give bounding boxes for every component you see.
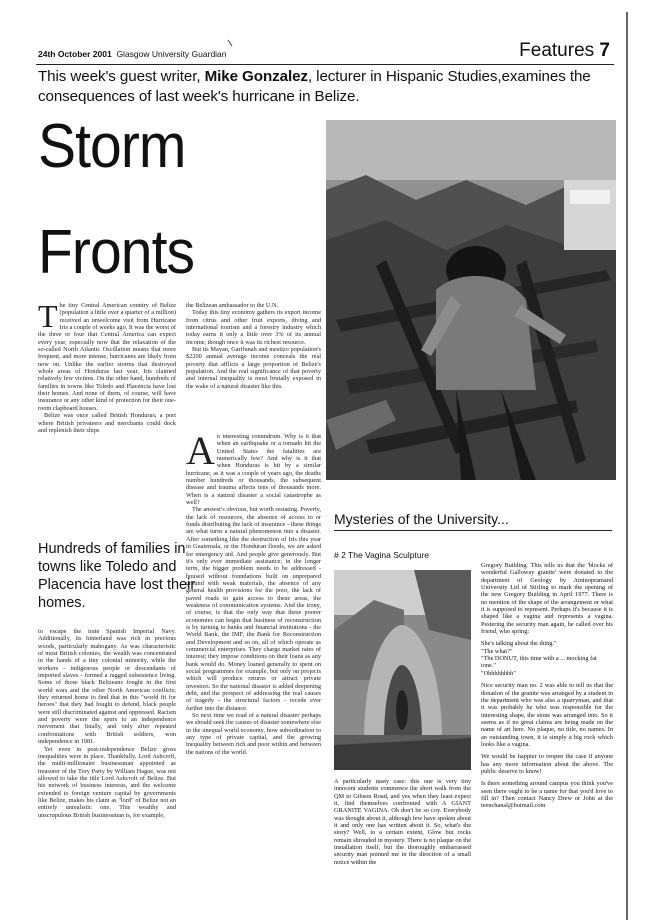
paper-name: Glasgow University Guardian [116,49,227,59]
hurricane-photo [326,120,616,480]
standfirst [38,67,612,107]
mysteries-paragraph-4: We would be happier to reopen the case if anyone has any more information about the above. The public deserve to know! [481,753,613,775]
sculpture-photo-image [334,570,471,770]
section-label [519,40,610,62]
col2-paragraph-2: Today this tiny economy gathers its export income from citrus and other fruit exports, diving and international tourism and a forestry industry which today earns it only a little over 3% of its annual income, though once it was its richest resource. [186,309,321,346]
col3-paragraph-2: The answer's obvious, but worth restating. Poverty, the lack of resources, the absence of access to or funds distributing the lack of insurance - these things are what turns a natural phenomenon into a disaster. After something like the destruction of Iris this year in Guatemala, or the Honduran floods, we are asked for emergency aid. And people give generously. But it's only ever immediate assistance; in the longer term, the bigger problem needs to be addressed - housed without foundations built on unprepared ground with weak materials, the absence of any general health provisions for the poor, the lack of paved roads to gain access to these areas, the weakness of communication systems. And the irony, of course, is that the only way that these poorer economies can begin that business of reconstruction is by turning to banks and financial institutions - the World Bank, the IMF, the Bank for Reconstruction and Development and so on, all of which operate as commercial enterprises. They charge market rates of interest; they impose conditions on their loans as any bank would do. Money loaned generally to spent on social programmes for example, but only on projects which will produce returns or attract private investors. So the national disaster is added deepening debt, and the prospect of addressing the real causes of tragedy - the structural factors - recede ever further into the distance. [186,506,321,712]
article-column-2-top [186,302,321,390]
mysteries-rule [334,530,612,531]
headline-line-2: Fronts [38,218,195,287]
mysteries-column [481,562,613,815]
mysteries-paragraph-2: She's talking about the thing." "The what?" "The DONUT, this time with a ... mocking fat tone." "Ohhhhhhhh" [481,640,597,677]
header-rule [36,64,614,65]
hurricane-photo-image [326,120,616,480]
col3-paragraph-3: So next time we read of a natural disaster perhaps we should seek the causes of disaster somewhere else in the unequal world economy, how subordination to any type of private capital, and the growing inequality between rich and poor within and between the nations of the world. [186,712,321,756]
article-column-2-bottom [186,433,321,890]
issue-date: 24th October 2001 [38,49,112,59]
author-name: Mike Gonzalez [204,68,308,85]
section-name: Features [519,40,595,61]
col1-paragraph-4: Yet even in post-independence Belize gross inequalities were in place. Thankfully, Lord Ashcroft, the multi-millionaire businessman appointed as treasurer of the Tory Party by William Hague, was not allowed to take the title Lord Ashcroft of Belize. But his network of business interests, and the welcome extended to foreign venture capital by governments like Belize, makes his claim as "lord" of Belize not an entirely unrealistic one. This wealthy and unscrupulous British businessman is, for example, [38,745,176,819]
mysteries-paragraph-1: Gregory Building. This tells us that the 'blocks of wonderful Galloway granite' were donated to the department of Geology by Aminopramand University Ltd of Stirling to mark the opening of the new Gregory Building in April 1977. There is no mention of the shape of the arrangement or what it is supposed to represent. Perhaps it's because it is shaped like a vagina and represents a vagina. Pestering the security man again, he called over his friend, who spring: [481,562,613,636]
article-column-1-top [38,298,176,434]
header-date-paper [38,49,227,59]
mysteries-paragraph-3: Nice security man no. 2 was able to tell us that the donation of the granite was arranged by a student in the department who was also a quarryman, and that it was probably he who was responsible for the interesting shape, the stone was arranged into. So it seems as if no great claims are being made on the name of art here. No plaque, no title, no names. In an outstanding town, it is simply a big rock which looks like a vagina. [481,682,613,748]
article-column-1-bottom [38,628,176,890]
standfirst-suffix: , lecturer in Hispanic Studies,examines the consequences of last week's hurricane in Belize. [38,68,591,105]
col1-paragraph-3: to escape the irate Spanish Imperial Navy. Additionally, its hinterland was rich in precious woods, particularly mahogany. As was characteristic of most British colonies, the wealth was concentrated in the hands of a tiny colonial minority, while the workers - indigenous people or descendants of imported slaves - formed a ragged subsistence living. Some of those black Belizeans fought in the first world wars and the other North American conflicts; they returned home to find that in this "world fit for heroes" that they had fought to defend, black people were still discriminated against and oppressed. Racism and poverty were the spurs to an independence movement that finally, and only after repeated confrontations with British soldiers, won independence in 1981. [38,628,176,746]
dropcap-t: T [38,298,58,334]
mysteries-subtitle: # 2 The Vagina Sculpture [334,550,430,560]
sculpture-caption: A particularly nasty case: this one is very tiny innocent students commence the short walk from the QM to Gibson Road, and yes when they least expect it, find themselves confronted with A GIANT GRANITE VAGINA. Oh don't be so coy. Everybody was thought about it, although few have spoken about it and only one has written about it. So, what's the story? Well, to a certain extent, Glow but rocks remain shrouded in mystery. There is no plaque on the installation itself, but the thoroughly embarrassed security man pointed me in the direction of a small notice within the [334,778,471,866]
page-number: 7 [599,40,610,61]
col1-paragraph-2: Belize was once called British Honduras; a port where British privateers and merchants could dock and replenish their ships [38,412,176,434]
sculpture-photo [334,570,471,770]
standfirst-prefix: This week's guest writer, [38,68,205,85]
mysteries-title: Mysteries of the University... [334,511,509,527]
mysteries-paragraph-5: Is there something around campus you think you've seen there ought to be a name for that you'd love to fill in? Then contact Nancy Drew or John at the teenchanal@hotmail.com [481,780,613,810]
col2-paragraph-1: the Belizean ambassador to the U.N. [186,302,279,309]
dropcap-a: A [186,433,215,473]
col1-paragraph-1: he tiny Central American country of Belize (population a little over a quarter of a million) received an unwelcome visit from Hurricane Iris a couple of weeks ago. It was the worst of the three or four that Central America can expect every year, especially now that the relaxation of the so-called North Atlantic Oscillation means that more frequent, and more intense, hurricanes are likely from now on. Unlike the earlier storms that destroyed whole areas of Honduras last year, Iris claimed relatively few victims. On the other hand, hundreds of families in towns like Toledo and Placencia have lost their homes. And none of them, of course, will have insurance or any other kind of protection for their one-room clapboard houses. [38,302,176,412]
newspaper-page [36,40,614,890]
col2-paragraph-3: But its Mayan, Garifunah and mestizo population's $2200 annual average income conceals the real poverty that afflicts a large proportion of Belize's population. And the real significance of that poverty and internal inequality is most brutally exposed in the wake of a natural disaster like this. [186,346,321,390]
headline-line-1: Storm [38,112,186,181]
col3-paragraph-1: n interesting conundrum. Why is it that when an earthquake or a tornado hit the United States the fatalities are numerically few? And why is it that when Honduras is hit by a similar hurricane, as it was a couple of years ago, the deaths number hundreds or thousands, the subsequent disease and trauma affects tens of thousands more. When is a natural disaster a social catastrophe as well? [186,433,321,507]
pull-quote: Hundreds of families in towns like Toledo and Placencia have lost their homes. [38,541,196,611]
page-header [36,40,614,64]
